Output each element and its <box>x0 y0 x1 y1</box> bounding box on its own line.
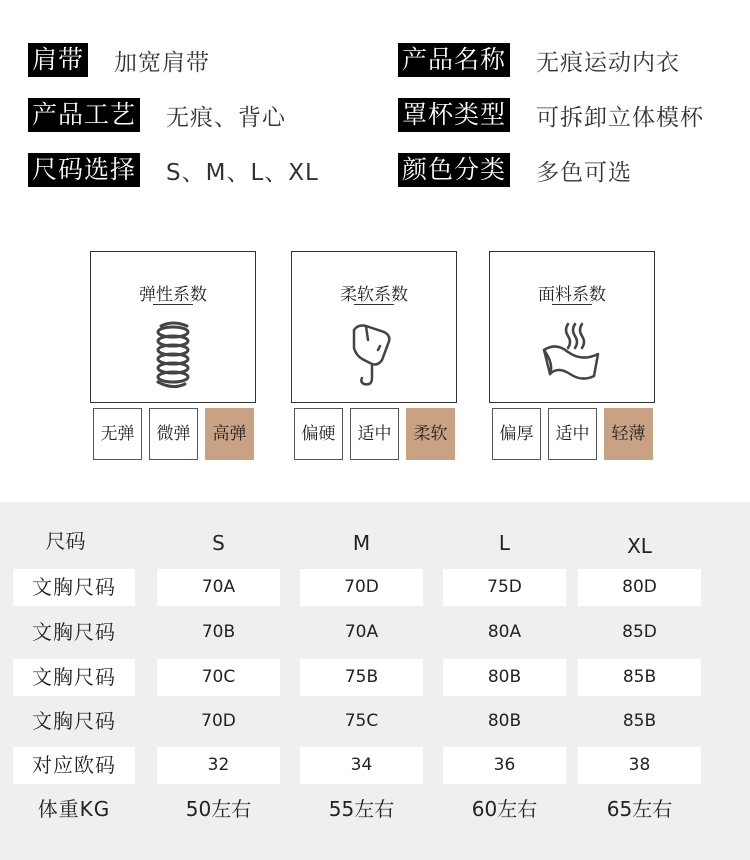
spec-label: 肩带 <box>28 43 88 77</box>
option-no-elastic: 无弹 <box>93 408 142 460</box>
spring-icon <box>143 320 203 392</box>
header-l: L <box>498 531 511 555</box>
header-s: S <box>212 531 225 555</box>
header-xl: XL <box>627 534 652 558</box>
fabric-icon <box>542 320 602 392</box>
header-m: M <box>352 531 371 555</box>
table-cell: 60左右 <box>471 797 538 821</box>
spec-craft <box>28 98 286 132</box>
title-underline <box>552 304 592 305</box>
row-label: 文胸尺码 <box>13 569 135 606</box>
spec-label: 尺码选择 <box>28 153 140 187</box>
table-cell: 75B <box>300 659 423 696</box>
spec-label: 产品名称 <box>398 43 510 77</box>
option-light-thin: 轻薄 <box>604 408 653 460</box>
table-cell: 38 <box>578 747 701 784</box>
spec-label: 产品工艺 <box>28 98 140 132</box>
row-label: 体重KG <box>37 797 111 821</box>
table-cell: 55左右 <box>328 797 395 821</box>
table-cell: 75C <box>344 711 379 731</box>
option-high-elastic: 高弹 <box>205 408 254 460</box>
table-cell: 80B <box>487 711 522 731</box>
header-size: 尺码 <box>45 529 86 553</box>
spec-value: 可拆卸立体模杯 <box>536 104 705 131</box>
spec-value: 加宽肩带 <box>114 49 211 76</box>
spec-label: 颜色分类 <box>398 153 510 187</box>
spec-shoulder-strap <box>28 43 210 77</box>
table-cell: 85D <box>622 622 657 642</box>
table-cell: 65左右 <box>606 797 673 821</box>
table-cell: 36 <box>443 747 566 784</box>
table-cell: 70C <box>157 659 280 696</box>
title-underline <box>153 304 193 305</box>
card-title: 面料系数 <box>538 285 606 305</box>
softness-card <box>291 251 457 403</box>
spec-value: 多色可选 <box>536 159 633 186</box>
elasticity-card <box>90 251 256 403</box>
spec-value: S、M、L、XL <box>166 159 319 186</box>
table-cell: 85B <box>578 659 701 696</box>
spec-product-name <box>398 43 680 77</box>
option-thick: 偏厚 <box>492 408 541 460</box>
table-cell: 50左右 <box>185 797 252 821</box>
table-cell: 70B <box>201 622 236 642</box>
table-cell: 70D <box>300 569 423 606</box>
table-cell: 34 <box>300 747 423 784</box>
table-cell: 80D <box>578 569 701 606</box>
spec-label: 罩杯类型 <box>398 98 510 132</box>
table-cell: 70A <box>157 569 280 606</box>
spec-color <box>398 153 632 187</box>
option-soft: 柔软 <box>406 408 455 460</box>
table-cell: 32 <box>157 747 280 784</box>
table-cell: 80A <box>487 622 522 642</box>
table-cell: 85B <box>622 711 657 731</box>
spec-cup-type <box>398 98 704 132</box>
row-label: 文胸尺码 <box>13 659 135 696</box>
finger-press-icon <box>344 320 404 392</box>
option-moderate: 适中 <box>548 408 597 460</box>
card-title: 弹性系数 <box>139 285 207 305</box>
option-hard: 偏硬 <box>294 408 343 460</box>
row-label: 文胸尺码 <box>32 620 116 644</box>
fabric-card <box>489 251 655 403</box>
card-title: 柔软系数 <box>340 285 408 305</box>
table-cell: 75D <box>443 569 566 606</box>
row-label: 对应欧码 <box>13 747 135 784</box>
spec-value: 无痕、背心 <box>166 104 287 131</box>
table-cell: 70A <box>344 622 379 642</box>
table-cell: 70D <box>201 711 236 731</box>
spec-value: 无痕运动内衣 <box>536 49 681 76</box>
option-slight-elastic: 微弹 <box>149 408 198 460</box>
row-label: 文胸尺码 <box>32 709 116 733</box>
spec-size-options <box>28 153 319 187</box>
title-underline <box>354 304 394 305</box>
option-medium: 适中 <box>350 408 399 460</box>
table-cell: 80B <box>443 659 566 696</box>
